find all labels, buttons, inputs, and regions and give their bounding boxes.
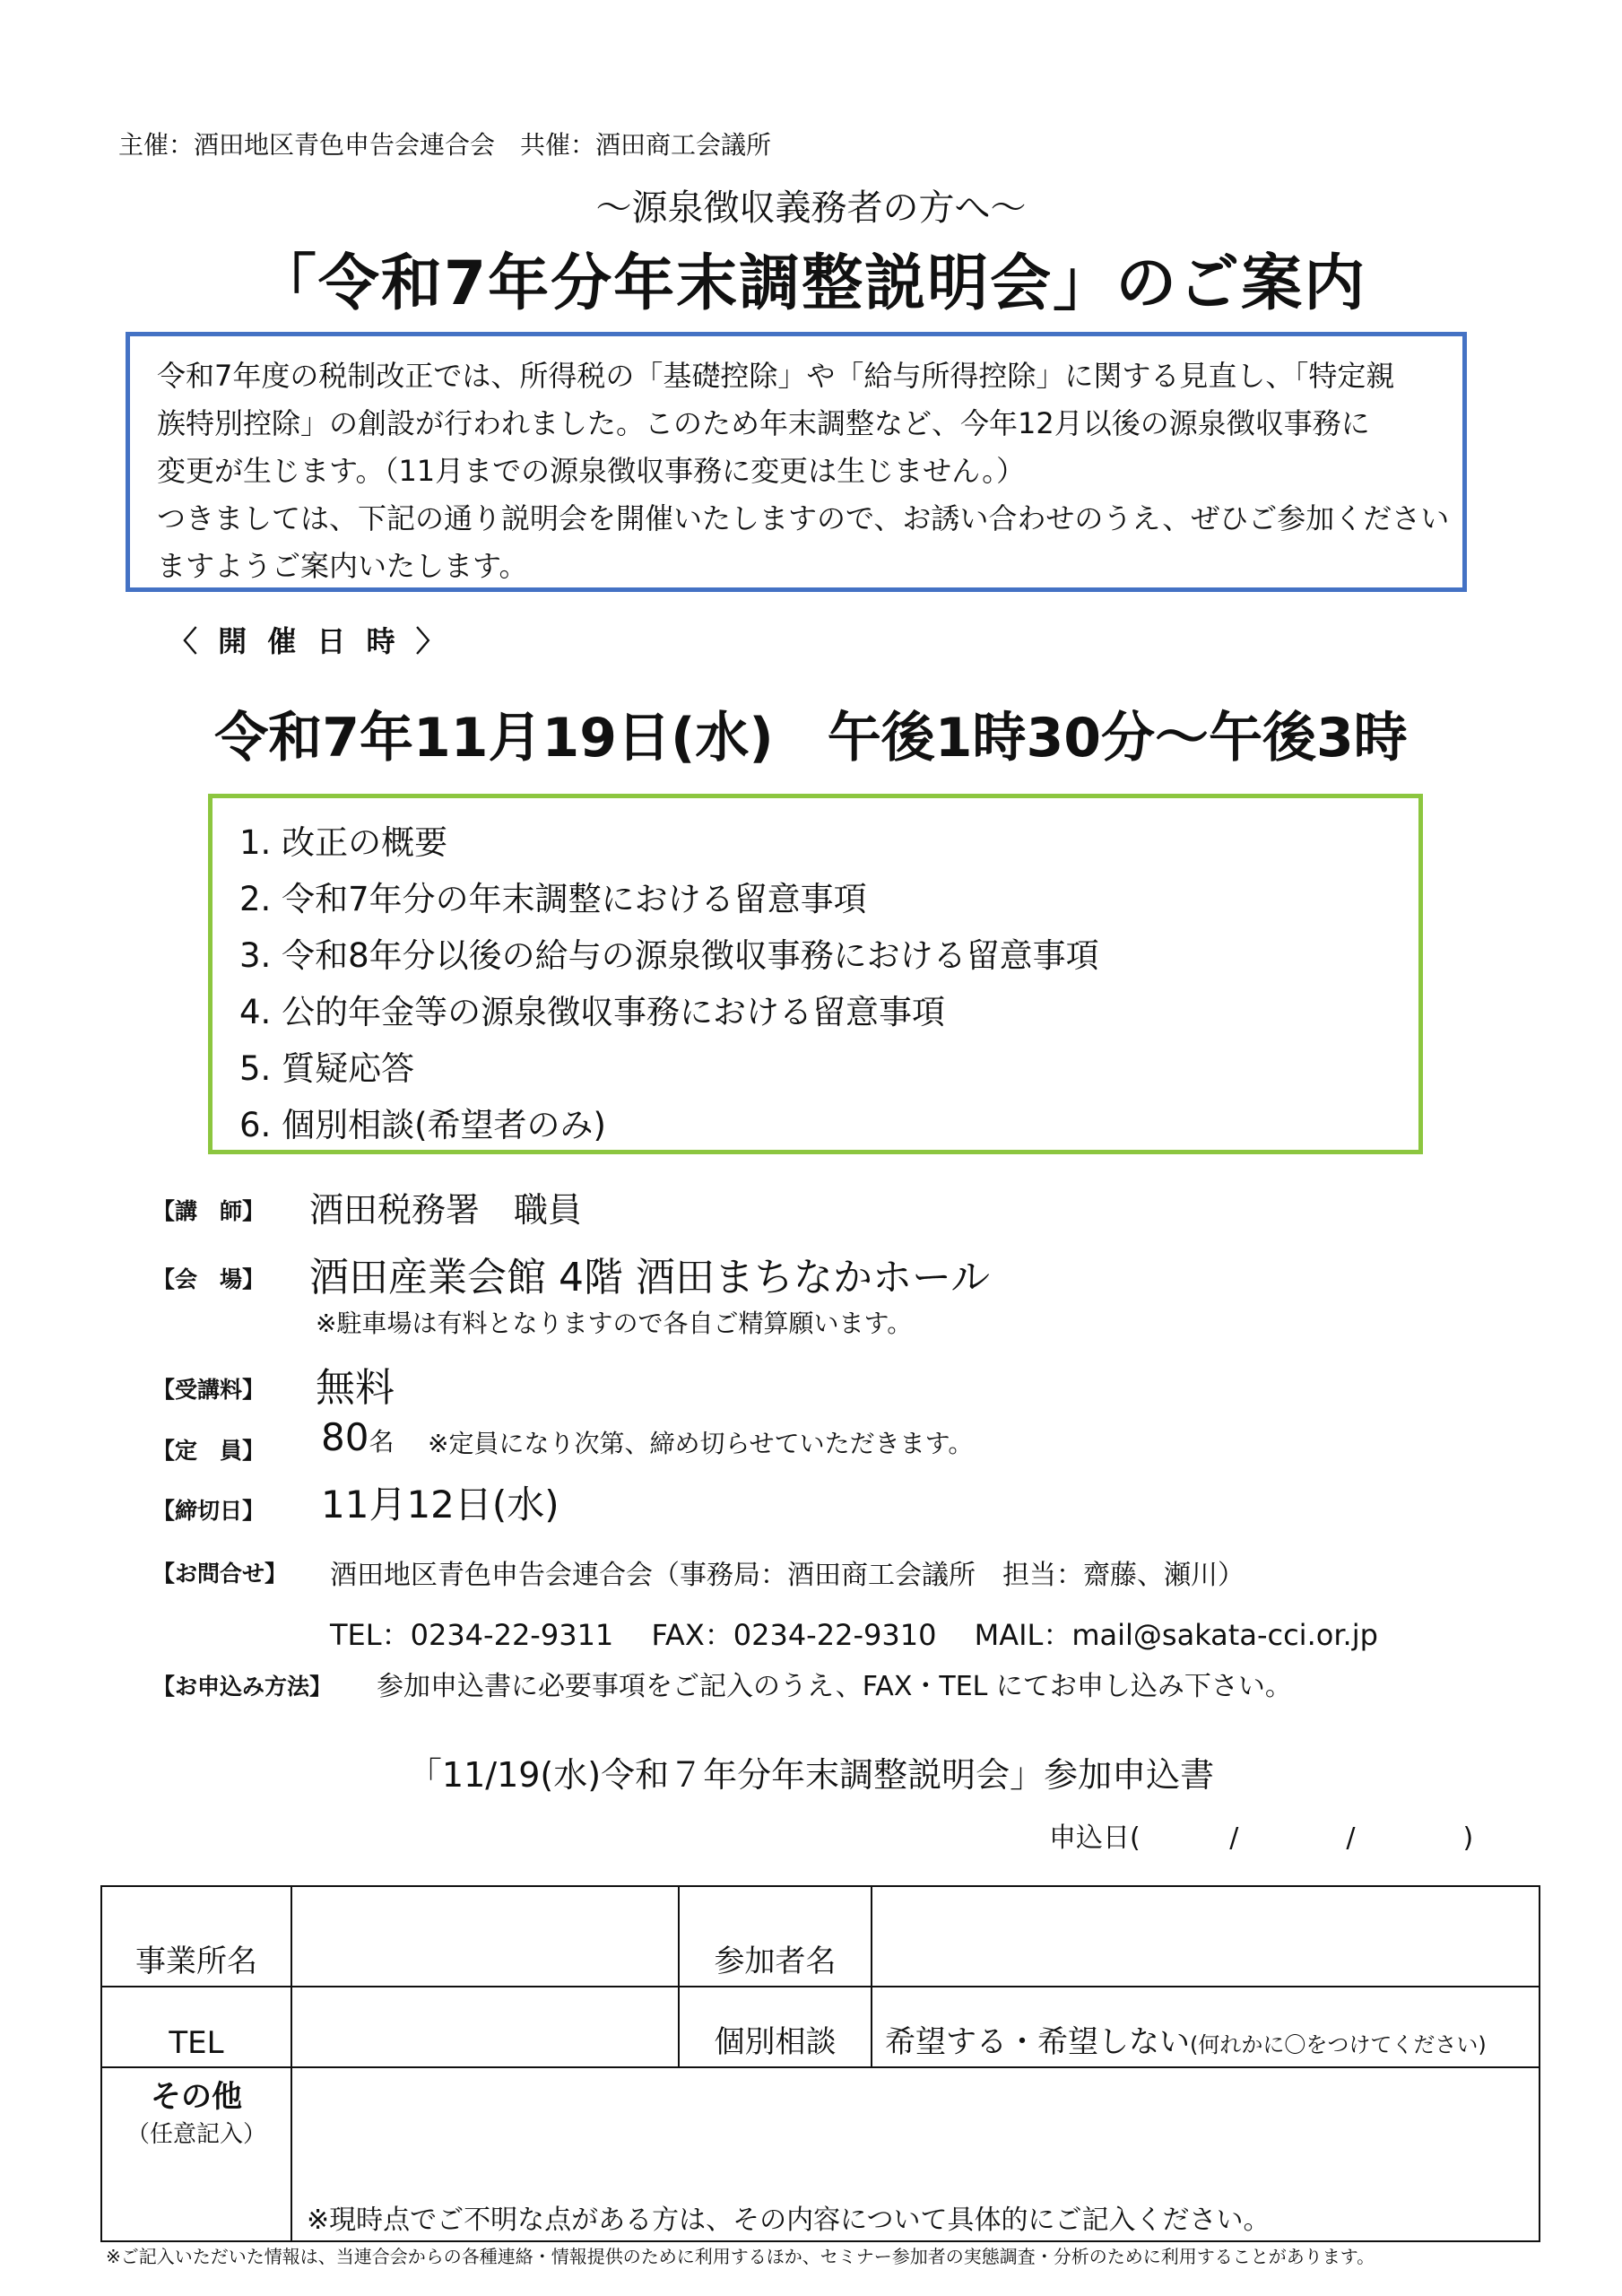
capacity-unit: 名 — [369, 1427, 395, 1457]
application-form — [100, 1885, 1540, 2242]
fee-label: 【受講料】 — [152, 1377, 265, 1403]
consult-options[interactable]: 希望する・希望しない — [885, 2024, 1190, 2060]
capacity-label: 【定 員】 — [152, 1438, 265, 1464]
apply-method-value: 参加申込書に必要事項をご記入のうえ、FAX・TEL にてお申し込み下さい。 — [377, 1671, 1292, 1702]
lecturer-label: 【講 師】 — [152, 1198, 265, 1224]
agenda-box — [208, 794, 1423, 1154]
tel-label: TEL — [101, 1987, 291, 2067]
capacity-value — [321, 1415, 394, 1459]
contact-label: 【お問合せ】 — [152, 1561, 288, 1587]
capacity-note: ※定員になり次第、締め切らせていただきます。 — [428, 1429, 974, 1458]
agenda-item: 5. 質疑応答 — [239, 1049, 415, 1088]
organizer-line: 主催：酒田地区青色申告会連合会 共催：酒田商工会議所 — [118, 130, 772, 160]
contact-value: 酒田地区青色申告会連合会（事務局：酒田商工会議所 担当：齋藤、瀬川） — [330, 1560, 1245, 1591]
intro-line: 族特別控除」の創設が行われました。このため年末調整など、今年12月以後の源泉徴収事務に — [157, 406, 1370, 440]
agenda-item: 4. 公的年金等の源泉徴収事務における留意事項 — [239, 993, 946, 1031]
tel-field[interactable] — [291, 1987, 679, 2067]
other-field[interactable] — [291, 2067, 1540, 2241]
participant-field[interactable] — [872, 1886, 1540, 1987]
schedule-heading: 〈 開 催 日 時 〉 — [169, 624, 450, 658]
other-sublabel: （任意記入） — [126, 2121, 266, 2148]
apply-method-label: 【お申込み方法】 — [152, 1674, 333, 1700]
other-note: ※現時点でご不明な点がある方は、その内容について具体的にご記入ください。 — [307, 2205, 1271, 2236]
intro-line: つきましては、下記の通り説明会を開催いたしますので、お誘い合わせのうえ、ぜひご参加ください — [157, 501, 1450, 535]
agenda-item: 3. 令和8年分以後の給与の源泉徴収事務における留意事項 — [239, 936, 1099, 975]
apply-date-field[interactable]: 申込日( / / ) — [1049, 1822, 1474, 1854]
event-datetime: 令和7年11月19日(水) 午後1時30分～午後3時 — [214, 707, 1408, 770]
venue-label: 【会 場】 — [152, 1266, 265, 1292]
intro-line: ますようご案内いたします。 — [157, 549, 528, 583]
consult-field[interactable] — [872, 1987, 1540, 2067]
form-title: 「11/19(水)令和７年分年末調整説明会」参加申込書 — [407, 1755, 1215, 1795]
agenda-item: 2. 令和7年分の年末調整における留意事項 — [239, 880, 867, 918]
other-label: その他 — [151, 2079, 242, 2115]
page-title: 「令和7年分年末調整説明会」のご案内 — [255, 248, 1367, 319]
participant-label: 参加者名 — [679, 1886, 872, 1987]
capacity-number: 80 — [321, 1415, 369, 1459]
agenda-item: 1. 改正の概要 — [239, 823, 448, 862]
company-field[interactable] — [291, 1886, 679, 1987]
intro-line: 変更が生じます。（11月までの源泉徴収事務に変更は生じません。） — [157, 454, 1026, 488]
company-label: 事業所名 — [101, 1886, 291, 1987]
consult-label: 個別相談 — [679, 1987, 872, 2067]
contact-phone: TEL：0234-22-9311 FAX：0234-22-9310 MAIL：mail@sakata-cci.or.jp — [330, 1618, 1378, 1652]
footnote: ※ご記入いただいた情報は、当連合会からの各種連絡・情報提供のために利用するほか、セミナー参加者の実態調査・分析のために利用することがあります。 — [106, 2246, 1375, 2267]
intro-line: 令和7年度の税制改正では、所得税の「基礎控除」や「給与所得控除」に関する見直し、「特定親 — [157, 359, 1395, 393]
deadline-label: 【締切日】 — [152, 1498, 265, 1524]
fee-value: 無料 — [316, 1365, 395, 1411]
subtitle: ～源泉徴収義務者の方へ～ — [595, 187, 1027, 229]
agenda-item: 6. 個別相談(希望者のみ) — [239, 1106, 606, 1144]
venue-value: 酒田産業会館 4階 酒田まちなかホール — [309, 1255, 991, 1300]
other-label-cell — [101, 2067, 291, 2241]
lecturer-value: 酒田税務署 職員 — [309, 1190, 583, 1230]
deadline-value: 11月12日(水) — [321, 1483, 559, 1526]
intro-box — [126, 332, 1467, 592]
venue-note: ※駐車場は有料となりますので各自ご精算願います。 — [316, 1309, 913, 1338]
consult-note: (何れかに〇をつけてください) — [1190, 2032, 1487, 2057]
